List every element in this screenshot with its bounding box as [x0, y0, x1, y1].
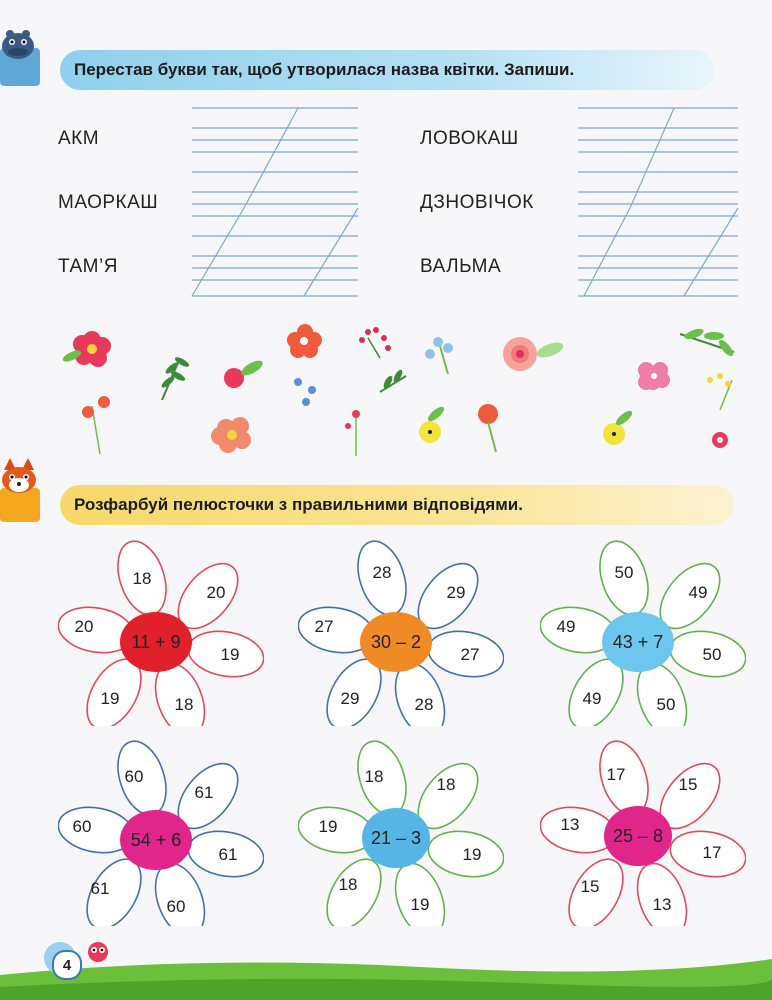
scrambled-word: ЛОВОКАШ	[420, 128, 519, 149]
flower-icon	[294, 378, 316, 406]
petal	[109, 740, 174, 821]
math-flower[interactable]	[540, 540, 746, 726]
flowers-decoration	[50, 318, 750, 460]
math-expression: 54 + 6	[130, 830, 182, 850]
svg-text:49: 49	[688, 583, 708, 602]
svg-text:17: 17	[702, 843, 722, 862]
fox-icon	[0, 458, 46, 524]
svg-text:28: 28	[414, 695, 434, 714]
svg-text:60: 60	[124, 767, 144, 786]
svg-text:29: 29	[340, 689, 360, 708]
flower-icon	[359, 327, 391, 358]
petal	[667, 626, 746, 683]
flower-icon	[603, 409, 634, 445]
flower-icon	[712, 432, 728, 448]
svg-text:13: 13	[652, 895, 672, 914]
petal	[185, 826, 264, 883]
page-number: 4	[52, 950, 82, 980]
math-flower[interactable]	[58, 540, 264, 726]
flower-icon	[638, 362, 670, 390]
scrambled-word: АКМ	[58, 128, 100, 149]
scrambled-word: ВАЛЬМА	[420, 256, 502, 277]
writing-lines[interactable]	[574, 104, 744, 300]
svg-text:18: 18	[364, 767, 384, 786]
math-flower[interactable]	[58, 740, 264, 926]
svg-text:61: 61	[90, 879, 110, 898]
svg-text:20: 20	[206, 583, 226, 602]
svg-text:29: 29	[446, 583, 466, 602]
flower-icon	[211, 417, 251, 453]
flower-icon	[503, 337, 565, 371]
scrambled-word: ТАМ’Я	[58, 256, 118, 277]
flower-icon	[478, 404, 498, 452]
svg-text:61: 61	[218, 845, 238, 864]
math-flower[interactable]	[298, 740, 504, 926]
math-expression: 43 + 7	[612, 632, 664, 652]
math-expression: 30 – 2	[370, 632, 422, 652]
svg-text:28: 28	[372, 563, 392, 582]
petal	[349, 540, 414, 621]
svg-text:19: 19	[100, 689, 120, 708]
svg-text:18: 18	[338, 875, 358, 894]
svg-text:49: 49	[582, 689, 602, 708]
petal	[667, 826, 746, 883]
svg-text:61: 61	[194, 783, 214, 802]
hippo-icon	[0, 22, 46, 88]
leaf-icon	[160, 355, 190, 400]
svg-text:18: 18	[436, 775, 456, 794]
flower-icon	[61, 331, 111, 367]
svg-text:15: 15	[678, 775, 698, 794]
svg-text:18: 18	[132, 569, 152, 588]
svg-text:18: 18	[174, 695, 194, 714]
svg-text:19: 19	[410, 895, 430, 914]
svg-text:60: 60	[166, 897, 186, 916]
flower-icon	[224, 358, 265, 388]
svg-text:13: 13	[560, 815, 580, 834]
petal	[109, 540, 174, 621]
petal	[185, 626, 264, 683]
math-expression: 25 – 8	[612, 826, 664, 846]
task2-instruction: Розфарбуй пелюсточки з правильними відповідями.	[60, 485, 734, 525]
task1-instruction: Перестав букви так, щоб утворилася назва квітки. Запиши.	[60, 50, 714, 90]
petal	[425, 826, 504, 883]
petal	[425, 626, 504, 683]
flower-icon	[425, 337, 453, 374]
svg-text:17: 17	[606, 765, 626, 784]
math-flower[interactable]	[298, 540, 504, 726]
svg-text:60: 60	[72, 817, 92, 836]
flower-icon	[287, 324, 322, 358]
petal	[591, 540, 656, 621]
svg-text:15: 15	[580, 877, 600, 896]
svg-text:19: 19	[220, 645, 240, 664]
scrambled-word: ДЗНОВІЧОК	[420, 192, 534, 213]
math-expression: 21 – 3	[370, 828, 422, 848]
svg-text:50: 50	[702, 645, 722, 664]
writing-lines[interactable]	[188, 104, 364, 300]
svg-text:19: 19	[318, 817, 338, 836]
scrambled-word: МАОРКАШ	[58, 192, 159, 213]
flower-icon	[707, 373, 732, 410]
petal	[349, 740, 414, 821]
math-flower[interactable]	[540, 740, 746, 926]
svg-text:49: 49	[556, 617, 576, 636]
flower-icon	[82, 396, 110, 454]
svg-text:20: 20	[74, 617, 94, 636]
svg-text:27: 27	[460, 645, 480, 664]
flower-icon	[345, 410, 360, 456]
leaf-icon	[680, 327, 735, 358]
svg-text:27: 27	[314, 617, 334, 636]
svg-text:19: 19	[462, 845, 482, 864]
leaf-icon	[380, 368, 406, 392]
svg-text:50: 50	[614, 563, 634, 582]
flower-icon	[419, 405, 446, 443]
svg-text:50: 50	[656, 695, 676, 714]
math-expression: 11 + 9	[131, 632, 181, 652]
